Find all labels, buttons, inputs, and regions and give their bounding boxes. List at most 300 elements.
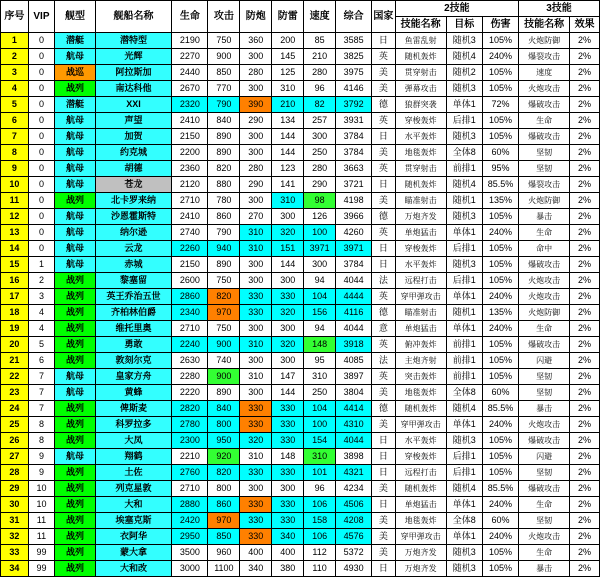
- cell-total: 4260: [336, 225, 372, 241]
- cell-shiptype: 战列: [55, 529, 95, 545]
- cell-gun-defense: 330: [240, 513, 272, 529]
- cell-skill2-name: 远程打击: [395, 465, 446, 481]
- cell-skill3-effect: 2%: [570, 209, 600, 225]
- cell-gun-defense: 300: [240, 49, 272, 65]
- table-row[interactable]: [1, 513, 600, 529]
- table-row[interactable]: [1, 225, 600, 241]
- cell-skill2-target: 单体1: [446, 417, 482, 433]
- cell-speed: 280: [304, 65, 336, 81]
- cell-skill3-name: 爆破攻击: [519, 433, 570, 449]
- cell-skill3-effect: 2%: [570, 433, 600, 449]
- col-skill2-damage: 伤害: [482, 17, 518, 33]
- cell-skill3-name: 火炮防御: [519, 305, 570, 321]
- cell-torpedo-defense: 200: [272, 33, 304, 49]
- cell-total: 4444: [336, 289, 372, 305]
- cell-skill3-name: 速度: [519, 65, 570, 81]
- cell-skill3-effect: 2%: [570, 273, 600, 289]
- cell-index: 19: [1, 321, 29, 337]
- table-row[interactable]: [1, 49, 600, 65]
- cell-shipname: 黎塞留: [95, 273, 172, 289]
- cell-skill2-name: 弹幕攻击: [395, 81, 446, 97]
- cell-vip: 11: [28, 513, 55, 529]
- cell-vip: 3: [28, 289, 55, 305]
- cell-skill2-damage: 105%: [482, 273, 518, 289]
- cell-torpedo-defense: 320: [272, 225, 304, 241]
- cell-skill2-name: 单炮猛击: [395, 321, 446, 337]
- cell-shiptype: 航母: [55, 113, 95, 129]
- cell-country: 日: [372, 561, 395, 577]
- cell-shiptype: 航母: [55, 209, 95, 225]
- cell-shipname: 衣阿华: [95, 529, 172, 545]
- cell-attack: 800: [208, 417, 240, 433]
- cell-shiptype: 战列: [55, 353, 95, 369]
- cell-vip: 5: [28, 337, 55, 353]
- cell-torpedo-defense: 330: [272, 289, 304, 305]
- cell-skill2-target: 全体8: [446, 145, 482, 161]
- cell-skill3-name: 坚韧: [519, 385, 570, 401]
- cell-skill2-name: 穿甲弹攻击: [395, 417, 446, 433]
- cell-shiptype: 航母: [55, 161, 95, 177]
- table-row[interactable]: [1, 145, 600, 161]
- cell-hp: 2710: [172, 193, 208, 209]
- cell-torpedo-defense: 330: [272, 465, 304, 481]
- table-row[interactable]: [1, 465, 600, 481]
- cell-torpedo-defense: 145: [272, 49, 304, 65]
- cell-index: 21: [1, 353, 29, 369]
- cell-vip: 0: [28, 33, 55, 49]
- cell-skill2-name: 地毯轰炸: [395, 385, 446, 401]
- cell-torpedo-defense: 144: [272, 385, 304, 401]
- cell-torpedo-defense: 134: [272, 113, 304, 129]
- cell-attack: 860: [208, 497, 240, 513]
- col-torpedo-defense: 防雷: [272, 1, 304, 33]
- cell-skill2-name: 远程打击: [395, 273, 446, 289]
- col-skill3-effect: 效果: [570, 17, 600, 33]
- cell-torpedo-defense: 300: [272, 321, 304, 337]
- cell-shipname: 俾斯麦: [95, 401, 172, 417]
- cell-index: 24: [1, 401, 29, 417]
- cell-speed: 94: [304, 273, 336, 289]
- col-skill3-name: 技能名称: [519, 17, 570, 33]
- col-attack: 攻击: [208, 1, 240, 33]
- cell-index: 32: [1, 529, 29, 545]
- cell-skill2-name: 水平轰炸: [395, 257, 446, 273]
- cell-attack: 880: [208, 177, 240, 193]
- cell-skill2-damage: 240%: [482, 289, 518, 305]
- cell-country: 德: [372, 305, 395, 321]
- table-row[interactable]: [1, 241, 600, 257]
- cell-shiptype: 战列: [55, 273, 95, 289]
- cell-hp: 2240: [172, 337, 208, 353]
- table-row[interactable]: [1, 385, 600, 401]
- cell-skill2-target: 前排1: [446, 353, 482, 369]
- cell-torpedo-defense: 123: [272, 161, 304, 177]
- cell-total: 3784: [336, 145, 372, 161]
- cell-hp: 2710: [172, 321, 208, 337]
- cell-speed: 104: [304, 289, 336, 305]
- cell-skill3-effect: 2%: [570, 305, 600, 321]
- cell-country: 美: [372, 81, 395, 97]
- cell-gun-defense: 330: [240, 497, 272, 513]
- cell-gun-defense: 330: [240, 289, 272, 305]
- cell-torpedo-defense: 380: [272, 561, 304, 577]
- cell-gun-defense: 310: [240, 449, 272, 465]
- cell-skill3-name: 火炮攻击: [519, 417, 570, 433]
- table-row[interactable]: [1, 545, 600, 561]
- cell-vip: 1: [28, 257, 55, 273]
- cell-vip: 4: [28, 321, 55, 337]
- cell-total: 3663: [336, 161, 372, 177]
- table-row[interactable]: [1, 97, 600, 113]
- cell-total: 4506: [336, 497, 372, 513]
- cell-index: 20: [1, 337, 29, 353]
- cell-index: 6: [1, 113, 29, 129]
- table-row[interactable]: [1, 417, 600, 433]
- table-row[interactable]: [1, 497, 600, 513]
- cell-skill2-target: 后排1: [446, 113, 482, 129]
- cell-hp: 2340: [172, 305, 208, 321]
- table-row[interactable]: [1, 449, 600, 465]
- col-skill2-target: 目标: [446, 17, 482, 33]
- cell-total: 4208: [336, 513, 372, 529]
- cell-skill2-damage: 105%: [482, 81, 518, 97]
- cell-attack: 890: [208, 385, 240, 401]
- cell-attack: 950: [208, 433, 240, 449]
- cell-skill3-name: 火炮攻击: [519, 273, 570, 289]
- table-row[interactable]: [1, 305, 600, 321]
- table-row[interactable]: [1, 209, 600, 225]
- cell-hp: 2760: [172, 465, 208, 481]
- cell-shipname: 齐柏林伯爵: [95, 305, 172, 321]
- cell-torpedo-defense: 320: [272, 305, 304, 321]
- cell-vip: 0: [28, 177, 55, 193]
- cell-skill3-name: 生命: [519, 545, 570, 561]
- cell-attack: 960: [208, 545, 240, 561]
- cell-country: 英: [372, 113, 395, 129]
- cell-skill3-effect: 2%: [570, 513, 600, 529]
- table-row[interactable]: [1, 161, 600, 177]
- cell-shipname: 胡德: [95, 161, 172, 177]
- cell-skill2-damage: 105%: [482, 449, 518, 465]
- cell-skill2-target: 随机3: [446, 561, 482, 577]
- col-index: 序号: [1, 1, 29, 33]
- table-row[interactable]: [1, 177, 600, 193]
- cell-country: 日: [372, 465, 395, 481]
- cell-vip: 0: [28, 81, 55, 97]
- cell-skill2-target: 随机4: [446, 481, 482, 497]
- cell-skill3-effect: 2%: [570, 465, 600, 481]
- cell-attack: 900: [208, 337, 240, 353]
- cell-gun-defense: 310: [240, 337, 272, 353]
- cell-shipname: 沙恩霍斯特: [95, 209, 172, 225]
- cell-skill2-damage: 105%: [482, 337, 518, 353]
- cell-skill2-target: 单体1: [446, 529, 482, 545]
- cell-skill3-name: 闪避: [519, 449, 570, 465]
- cell-skill2-target: 随机1: [446, 305, 482, 321]
- table-row[interactable]: [1, 257, 600, 273]
- cell-shipname: 南达科他: [95, 81, 172, 97]
- cell-skill3-effect: 2%: [570, 129, 600, 145]
- cell-hp: 2600: [172, 273, 208, 289]
- table-row[interactable]: [1, 561, 600, 577]
- col-speed: 速度: [304, 1, 336, 33]
- cell-attack: 750: [208, 273, 240, 289]
- cell-skill3-effect: 2%: [570, 193, 600, 209]
- cell-skill2-name: 贯穿射击: [395, 161, 446, 177]
- cell-index: 3: [1, 65, 29, 81]
- cell-speed: 98: [304, 193, 336, 209]
- cell-speed: 250: [304, 385, 336, 401]
- cell-total: 3966: [336, 209, 372, 225]
- cell-skill2-target: 随机3: [446, 257, 482, 273]
- cell-gun-defense: 300: [240, 481, 272, 497]
- cell-index: 10: [1, 177, 29, 193]
- cell-attack: 840: [208, 401, 240, 417]
- cell-skill2-damage: 95%: [482, 161, 518, 177]
- table-row[interactable]: [1, 65, 600, 81]
- cell-skill2-target: 随机4: [446, 401, 482, 417]
- cell-shiptype: 航母: [55, 145, 95, 161]
- cell-vip: 9: [28, 465, 55, 481]
- cell-vip: 0: [28, 129, 55, 145]
- cell-skill3-name: 爆裂攻击: [519, 49, 570, 65]
- cell-total: 3918: [336, 337, 372, 353]
- cell-skill3-name: 火炮攻击: [519, 81, 570, 97]
- cell-shipname: 土佐: [95, 465, 172, 481]
- cell-speed: 106: [304, 529, 336, 545]
- cell-shipname: 英王乔治五世: [95, 289, 172, 305]
- table-row[interactable]: [1, 353, 600, 369]
- cell-gun-defense: 330: [240, 529, 272, 545]
- cell-skill2-target: 全体8: [446, 513, 482, 529]
- cell-index: 9: [1, 161, 29, 177]
- cell-total: 3975: [336, 65, 372, 81]
- cell-shiptype: 战列: [55, 401, 95, 417]
- table-row[interactable]: [1, 337, 600, 353]
- cell-shiptype: 战列: [55, 417, 95, 433]
- cell-shiptype: 战列: [55, 337, 95, 353]
- cell-country: 英: [372, 225, 395, 241]
- cell-speed: 210: [304, 49, 336, 65]
- cell-attack: 970: [208, 513, 240, 529]
- cell-torpedo-defense: 147: [272, 369, 304, 385]
- cell-skill2-damage: 105%: [482, 33, 518, 49]
- table-row[interactable]: [1, 273, 600, 289]
- cell-hp: 2210: [172, 449, 208, 465]
- cell-country: 美: [372, 513, 395, 529]
- cell-skill3-name: 火炮攻击: [519, 289, 570, 305]
- cell-total: 3784: [336, 257, 372, 273]
- cell-speed: 156: [304, 305, 336, 321]
- cell-country: 日: [372, 241, 395, 257]
- cell-speed: 101: [304, 465, 336, 481]
- cell-skill2-name: 狼群突袭: [395, 97, 446, 113]
- table-row[interactable]: [1, 33, 600, 49]
- table-row[interactable]: [1, 369, 600, 385]
- cell-skill3-effect: 2%: [570, 49, 600, 65]
- cell-torpedo-defense: 144: [272, 257, 304, 273]
- cell-hp: 2120: [172, 177, 208, 193]
- cell-vip: 99: [28, 545, 55, 561]
- cell-skill2-damage: 240%: [482, 321, 518, 337]
- cell-hp: 2410: [172, 113, 208, 129]
- cell-gun-defense: 340: [240, 561, 272, 577]
- cell-speed: 310: [304, 449, 336, 465]
- cell-shipname: 声望: [95, 113, 172, 129]
- table-row[interactable]: [1, 481, 600, 497]
- cell-skill2-name: 随机轰炸: [395, 49, 446, 65]
- cell-attack: 790: [208, 97, 240, 113]
- table-row[interactable]: [1, 433, 600, 449]
- cell-total: 4198: [336, 193, 372, 209]
- cell-skill3-effect: 2%: [570, 241, 600, 257]
- cell-torpedo-defense: 340: [272, 529, 304, 545]
- cell-skill2-target: 后排1: [446, 273, 482, 289]
- cell-skill2-name: 穿甲弹攻击: [395, 529, 446, 545]
- cell-skill2-target: 随机3: [446, 33, 482, 49]
- cell-speed: 154: [304, 433, 336, 449]
- cell-gun-defense: 330: [240, 401, 272, 417]
- cell-shiptype: 战列: [55, 289, 95, 305]
- cell-torpedo-defense: 330: [272, 433, 304, 449]
- table-row[interactable]: [1, 81, 600, 97]
- cell-vip: 2: [28, 273, 55, 289]
- cell-shiptype: 战列: [55, 305, 95, 321]
- cell-torpedo-defense: 310: [272, 193, 304, 209]
- cell-torpedo-defense: 300: [272, 209, 304, 225]
- cell-skill2-target: 前排1: [446, 161, 482, 177]
- col-country: 国家: [372, 1, 395, 33]
- cell-country: 日: [372, 257, 395, 273]
- cell-skill3-name: 暴击: [519, 561, 570, 577]
- cell-speed: 3971: [304, 241, 336, 257]
- cell-skill2-name: 万炮齐发: [395, 561, 446, 577]
- cell-index: 8: [1, 145, 29, 161]
- cell-vip: 8: [28, 433, 55, 449]
- cell-skill2-target: 全体8: [446, 385, 482, 401]
- cell-speed: 104: [304, 401, 336, 417]
- cell-hp: 2220: [172, 385, 208, 401]
- cell-attack: 890: [208, 145, 240, 161]
- cell-skill2-damage: 85.5%: [482, 401, 518, 417]
- cell-vip: 0: [28, 209, 55, 225]
- cell-skill2-name: 贯穿射击: [395, 65, 446, 81]
- cell-skill2-target: 单体1: [446, 289, 482, 305]
- cell-skill3-name: 生命: [519, 113, 570, 129]
- cell-total: 4146: [336, 81, 372, 97]
- cell-skill3-effect: 2%: [570, 65, 600, 81]
- cell-index: 31: [1, 513, 29, 529]
- cell-country: 美: [372, 529, 395, 545]
- cell-skill2-target: 随机3: [446, 129, 482, 145]
- cell-skill2-damage: 135%: [482, 305, 518, 321]
- cell-speed: 110: [304, 561, 336, 577]
- cell-shipname: 云龙: [95, 241, 172, 257]
- cell-skill3-effect: 2%: [570, 225, 600, 241]
- cell-shiptype: 战列: [55, 193, 95, 209]
- cell-total: 3825: [336, 49, 372, 65]
- cell-attack: 890: [208, 257, 240, 273]
- cell-country: 日: [372, 449, 395, 465]
- cell-hp: 2280: [172, 369, 208, 385]
- cell-skill2-name: 穿梭轰炸: [395, 241, 446, 257]
- cell-vip: 7: [28, 385, 55, 401]
- cell-skill2-damage: 105%: [482, 241, 518, 257]
- cell-skill2-damage: 72%: [482, 97, 518, 113]
- cell-index: 5: [1, 97, 29, 113]
- table-row[interactable]: [1, 113, 600, 129]
- cell-index: 33: [1, 545, 29, 561]
- cell-shiptype: 航母: [55, 385, 95, 401]
- cell-index: 17: [1, 289, 29, 305]
- cell-skill3-effect: 2%: [570, 545, 600, 561]
- cell-skill2-name: 地毯轰炸: [395, 145, 446, 161]
- cell-skill2-target: 单体1: [446, 497, 482, 513]
- cell-skill3-effect: 2%: [570, 257, 600, 273]
- cell-skill2-name: 地毯轰炸: [395, 513, 446, 529]
- cell-skill2-name: 万炮齐发: [395, 545, 446, 561]
- cell-country: 英: [372, 49, 395, 65]
- cell-total: 4930: [336, 561, 372, 577]
- cell-gun-defense: 280: [240, 65, 272, 81]
- cell-skill2-name: 单炮猛击: [395, 497, 446, 513]
- cell-gun-defense: 300: [240, 353, 272, 369]
- cell-hp: 2410: [172, 209, 208, 225]
- cell-hp: 2200: [172, 145, 208, 161]
- col-shiptype: 舰型: [55, 1, 95, 33]
- cell-skill2-target: 单体1: [446, 321, 482, 337]
- table-row[interactable]: [1, 129, 600, 145]
- cell-skill2-name: 穿梭轰炸: [395, 113, 446, 129]
- cell-skill2-damage: 240%: [482, 529, 518, 545]
- cell-gun-defense: 290: [240, 177, 272, 193]
- cell-torpedo-defense: 320: [272, 337, 304, 353]
- cell-index: 28: [1, 465, 29, 481]
- cell-skill3-effect: 2%: [570, 353, 600, 369]
- cell-skill2-damage: 60%: [482, 513, 518, 529]
- cell-skill3-name: 坚韧: [519, 161, 570, 177]
- cell-speed: 85: [304, 33, 336, 49]
- cell-shipname: 敦刻尔克: [95, 353, 172, 369]
- cell-skill2-target: 后排1: [446, 241, 482, 257]
- table-row[interactable]: [1, 529, 600, 545]
- cell-hp: 2190: [172, 33, 208, 49]
- cell-index: 2: [1, 49, 29, 65]
- cell-country: 日: [372, 433, 395, 449]
- table-row[interactable]: [1, 401, 600, 417]
- cell-attack: 770: [208, 81, 240, 97]
- cell-vip: 99: [28, 561, 55, 577]
- cell-attack: 940: [208, 241, 240, 257]
- cell-speed: 112: [304, 545, 336, 561]
- cell-skill2-damage: 240%: [482, 225, 518, 241]
- cell-hp: 2440: [172, 65, 208, 81]
- table-row[interactable]: [1, 193, 600, 209]
- cell-country: 美: [372, 193, 395, 209]
- table-row[interactable]: [1, 289, 600, 305]
- cell-vip: 0: [28, 161, 55, 177]
- cell-skill3-name: 坚韧: [519, 513, 570, 529]
- cell-vip: 0: [28, 113, 55, 129]
- cell-country: 美: [372, 417, 395, 433]
- col-vip: VIP: [28, 1, 55, 33]
- cell-gun-defense: 280: [240, 161, 272, 177]
- cell-index: 7: [1, 129, 29, 145]
- table-row[interactable]: [1, 321, 600, 337]
- cell-hp: 2420: [172, 513, 208, 529]
- cell-skill2-target: 单体1: [446, 97, 482, 113]
- cell-attack: 750: [208, 33, 240, 49]
